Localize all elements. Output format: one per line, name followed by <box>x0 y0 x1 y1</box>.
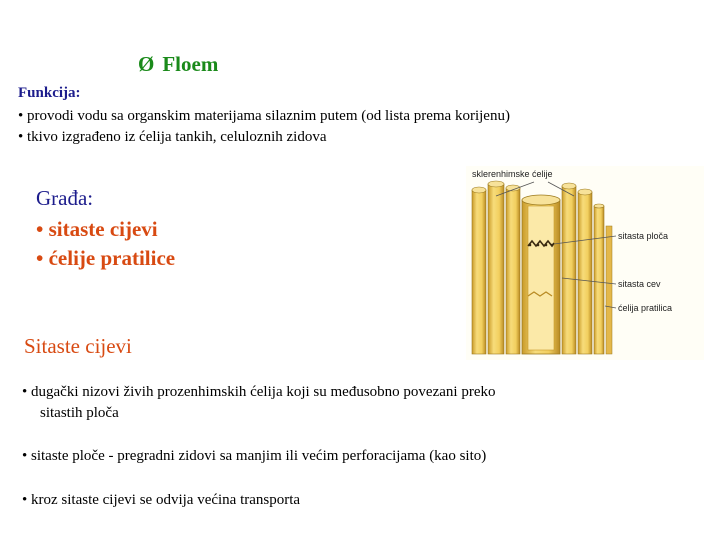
label-companion-cell: ćelija pratilica <box>618 303 673 313</box>
label-sieve-plate: sitasta ploča <box>618 231 669 241</box>
structure-title: Građa: <box>36 186 94 210</box>
sieve-tubes-bullet <box>22 382 662 424</box>
function-label: Funkcija: <box>18 85 81 101</box>
function-line: • tkivo izgrađeno iz ćelija tankih, celuloznih zidova <box>18 129 327 145</box>
companion-cell <box>594 204 612 354</box>
phloem-diagram <box>466 166 704 360</box>
structure-item: • sitaste cijevi <box>36 217 158 241</box>
arrow-bullet-icon: Ø <box>138 52 155 76</box>
slide-heading <box>138 52 218 77</box>
sieve-tube-cell <box>522 195 560 354</box>
heading-title: Floem <box>162 52 219 76</box>
sieve-tubes-title: Sitaste cijevi <box>24 334 132 358</box>
phloem-illustration <box>466 166 704 360</box>
label-sieve-tube: sitasta cev <box>618 279 661 289</box>
function-line: • provodi vodu sa organskim materijama silaznim putem (od lista prema korijenu) <box>18 108 510 124</box>
label-sclerenchyma: sklerenhimske ćelije <box>472 169 553 179</box>
sieve-tubes-bullet: • kroz sitaste cijevi se odvija većina transporta <box>22 492 301 508</box>
structure-item: • ćelije pratilice <box>36 246 176 270</box>
bullet-text-continuation: sitastih ploča <box>40 405 119 421</box>
sieve-tubes-bullet: • sitaste ploče - pregradni zidovi sa manjim ili većim perforacijama (kao sito) <box>22 448 487 464</box>
bullet-text: • dugački nizovi živih prozenhimskih ćelija koji su međusobno povezani preko <box>22 384 496 400</box>
